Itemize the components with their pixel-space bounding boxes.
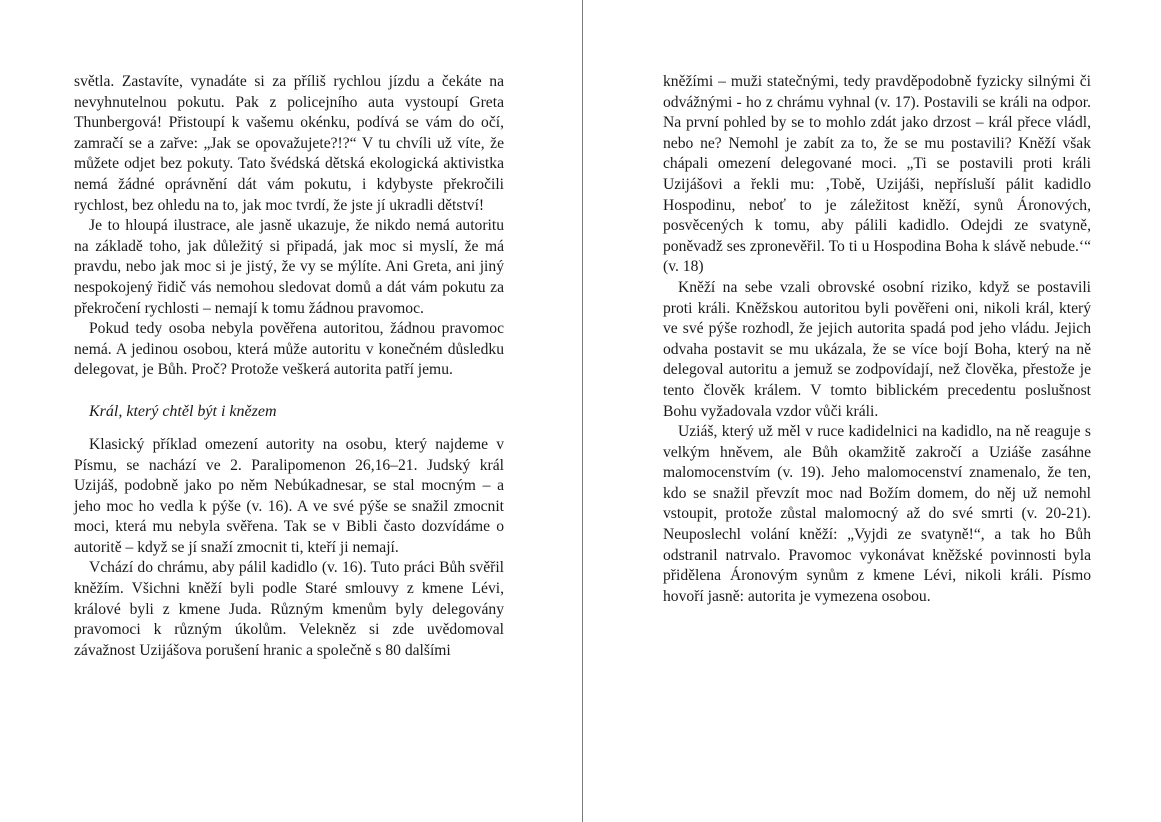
paragraph: Klasický příklad omezení autority na osobu, který najdeme v Písmu, se nachází ve 2. Paralipomenon 26,16–21. Judský král Uzijáš, podobně jako po něm Nebúkadnesar, se stal mocným – a jeho moc ho vedla k pýše (v. 16). A ve své pýše se snažil zmocnit moci, která mu nebyla svěřena. Tak se v Bibli často dozvídáme o autoritě – když se jí snaží zmocnit ti, kteří ji nemají. <box>74 435 504 556</box>
paragraph: Je to hloupá ilustrace, ale jasně ukazuje, že nikdo nemá autoritu na základě toho, jak důležitý si připadá, jak moc si myslí, že má pravdu, nebo jak moc si je jistý, že vy se mýlíte. Ani Greta, ani jiný nespokojený řidič vás nemohou sledovat domů a dát vám pokutu za překročení rychlosti – nemají k tomu žádnou pravomoc. <box>74 217 504 317</box>
paragraph: Kněží na sebe vzali obrovské osobní riziko, když se postavili proti králi. Kněžskou autoritou byli pověřeni oni, nikoli král, který ve své pýše rozhodl, že jejich autorita spadá pod jeho vládu. Jejich odvaha postavit se mu ukázala, že se více bojí Boha, který na ně delegoval autoritu a jemuž se zodpovídají, než člověka, přestože je tento člověk králem. V tomto biblickém precedentu poslušnost Bohu vyžadovala vzdor vůči králi. <box>663 278 1091 420</box>
right-page <box>663 72 1091 607</box>
paragraph: Uziáš, který už měl v ruce kadidelnici na kadidlo, na ně reaguje s velkým hněvem, ale Bůh okamžitě zakročí a Uziáše zasáhne malomocenstvím (v. 19). Jeho malomocenství znamenalo, že ten, kdo se snažil převzít moc nad Božím domem, do něj už nemohl vstoupit, protože zůstal malomocný až do své smrti (v. 20-21). Neuposlechl volání kněží: „Vyjdi ze svatyně!“, a tak ho Bůh odstranil natrvalo. Pravomoc vykonávat kněžské povinnosti byla přidělena Áronovým synům z kmene Lévi, nikoli králi. Písmo hovoří jasně: autorita je vymezena osobou. <box>663 423 1091 605</box>
page-spine-divider <box>582 0 583 822</box>
paragraph: světla. Zastavíte, vynadáte si za příliš rychlou jízdu a čekáte na nevyhnutelnou pokutu. Pak z policejního auta vystoupí Greta Thunbergová! Přistoupí k vašemu okénku, podívá se vám do očí, zamračí se a zařve: „Jak se opovažujete?!?“ V tu chvíli už víte, že můžete odjet bez pokuty. Tato švédská dětská ekologická aktivistka nemá žádné oprávnění dát vám pokutu, i kdybyste překročili rychlost, bez ohledu na to, jak moc tvrdí, že jste jí ukradli dětství! <box>74 73 504 214</box>
paragraph: Pokud tedy osoba nebyla pověřena autoritou, žádnou pravomoc nemá. A jedinou osobou, která může autoritu v konečném důsledku delegovat, je Bůh. Proč? Protože veškerá autorita patří jemu. <box>74 320 504 379</box>
paragraph: Vchází do chrámu, aby pálil kadidlo (v. 16). Tuto práci Bůh svěřil kněžím. Všichni kněží byli podle Staré smlouvy z kmene Lévi, králové byli z kmene Juda. Různým kmenům byly delegovány pravomoci k různým úkolům. Velekněz si zde uvědomoval závažnost Uzijášova porušení hranic a společně s 80 dalšími <box>74 559 504 659</box>
section-heading: Král, který chtěl být i knězem <box>89 402 277 420</box>
left-page <box>74 72 504 661</box>
paragraph: kněžími – muži statečnými, tedy pravděpodobně fyzicky silnými či odvážnými - ho z chrámu vyhnal (v. 17). Postavili se králi na odpor. Na první pohled by se to mohlo zdát jako drzost – král přece vládl, nebo ne? Nemohl je zabít za to, že se mu postavili? Kněží však chápali omezení delegované moci. „Ti se postavili proti králi Uzijášovi a řekli mu: ‚Tobě, Uzijáši, nepřísluší pálit kadidlo Hospodinu, neboť to je záležitost kněží, synů Áronových, posvěcených k tomu, aby pálili kadidlo. Odejdi ze svatyně, poněvadž ses zpronevěřil. To ti u Hospodina Boha k slávě nebude.‘“ (v. 18) <box>663 73 1091 276</box>
